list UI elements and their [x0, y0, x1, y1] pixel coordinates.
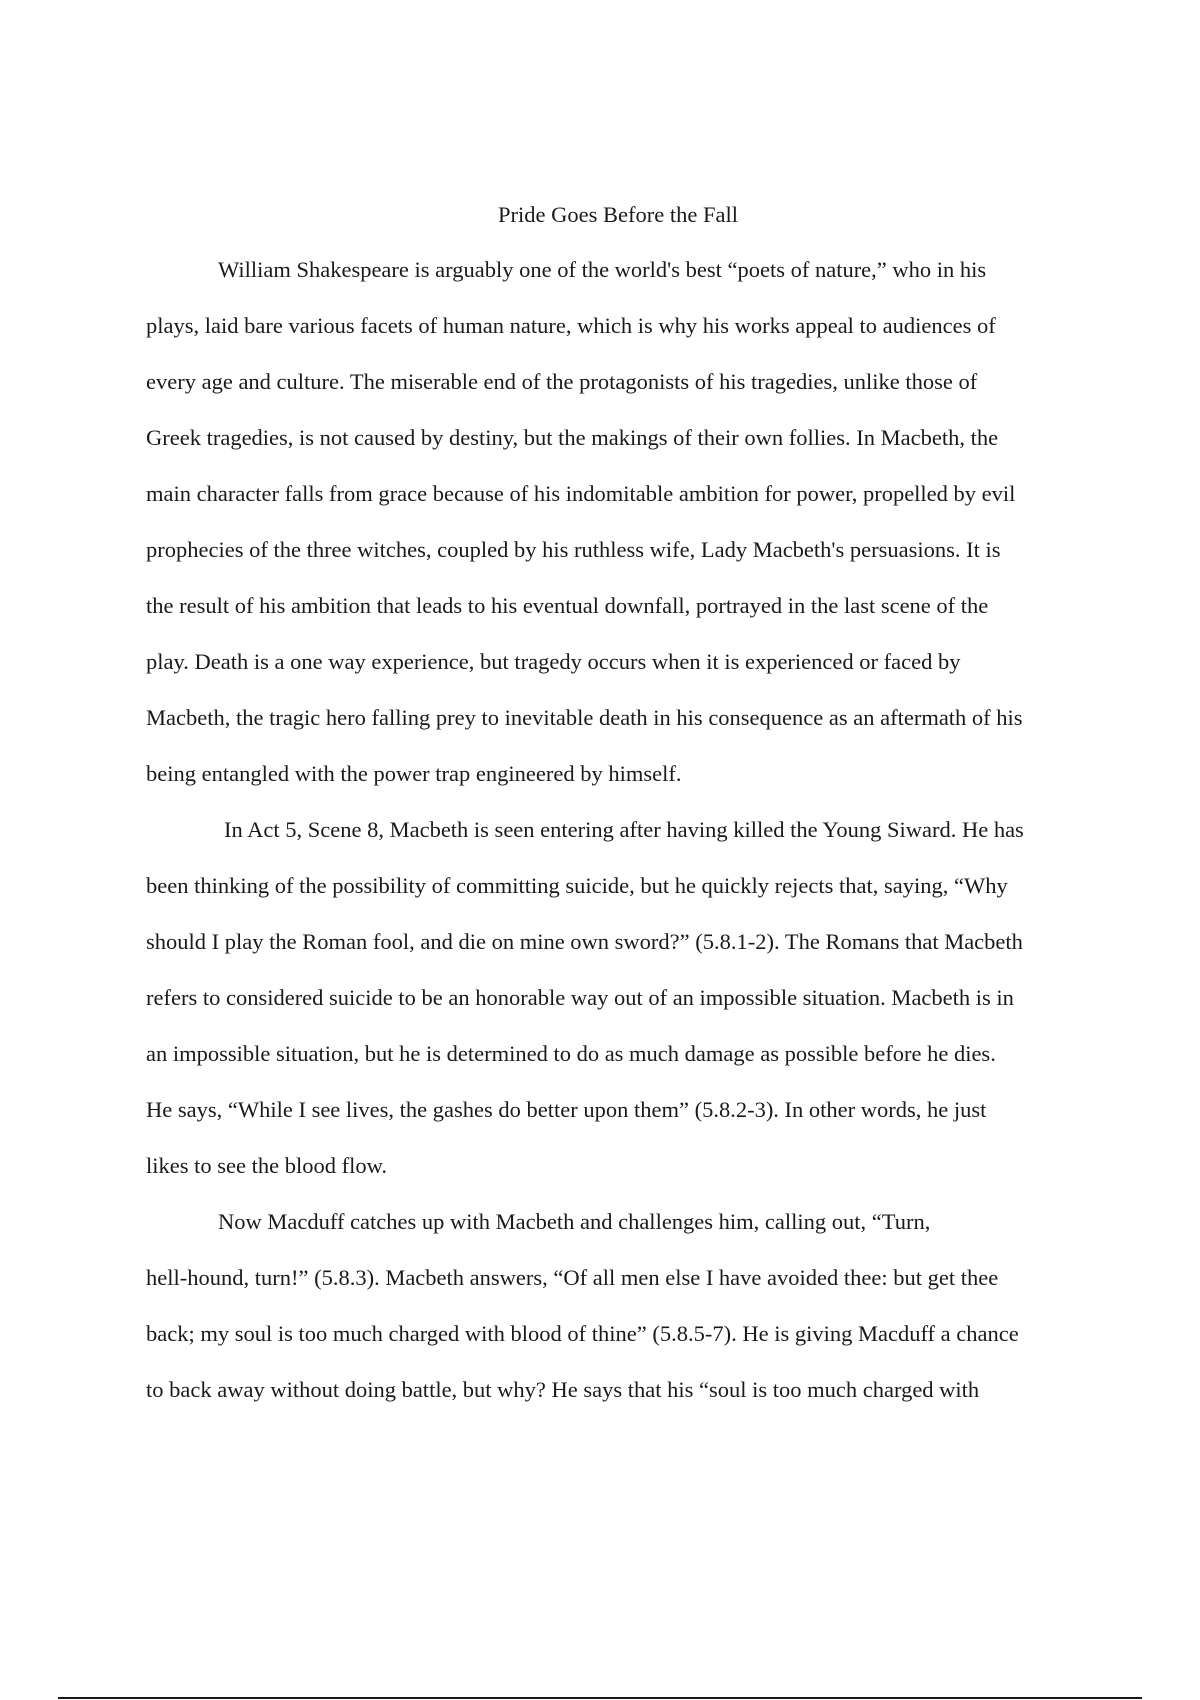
paragraph-2-line-2: been thinking of the possibility of committing suicide, but he quickly rejects that, saying, “Why: [146, 873, 1008, 898]
paragraph-2-line-3: should I play the Roman fool, and die on mine own sword?” (5.8.1-2). The Romans that Macbeth: [146, 929, 1023, 954]
paragraph-2-line-1: In Act 5, Scene 8, Macbeth is seen entering after having killed the Young Siward. He has: [224, 817, 1024, 842]
page-bottom-rule: [58, 1697, 1142, 1699]
paragraph-1-line-10: being entangled with the power trap engineered by himself.: [146, 761, 682, 786]
paragraph-2-line-4: refers to considered suicide to be an honorable way out of an impossible situation. Macbeth is in: [146, 985, 1014, 1010]
paragraph-3-line-2: hell-hound, turn!” (5.8.3). Macbeth answers, “Of all men else I have avoided thee: but get thee: [146, 1265, 999, 1290]
paragraph-1-line-4: Greek tragedies, is not caused by destiny, but the makings of their own follies. In Macbeth, the: [146, 425, 999, 450]
paragraph-3-line-3: back; my soul is too much charged with blood of thine” (5.8.5-7). He is giving Macduff a chance: [146, 1321, 1019, 1346]
paragraph-1-line-2: plays, laid bare various facets of human nature, which is why his works appeal to audiences of: [146, 313, 996, 338]
paragraph-1-line-6: prophecies of the three witches, coupled by his ruthless wife, Lady Macbeth's persuasions. It is: [146, 537, 1001, 562]
essay-title: Pride Goes Before the Fall: [498, 202, 738, 227]
paragraph-2-line-5: an impossible situation, but he is determined to do as much damage as possible before he dies.: [146, 1041, 996, 1066]
paragraph-1-line-3: every age and culture. The miserable end of the protagonists of his tragedies, unlike those of: [146, 369, 978, 394]
paragraph-1-line-8: play. Death is a one way experience, but tragedy occurs when it is experienced or faced by: [146, 649, 961, 674]
paragraph-1-line-9: Macbeth, the tragic hero falling prey to inevitable death in his consequence as an aftermath of his: [146, 705, 1023, 730]
paragraph-1-line-7: the result of his ambition that leads to his eventual downfall, portrayed in the last scene of the: [146, 593, 989, 618]
paragraph-1-line-5: main character falls from grace because of his indomitable ambition for power, propelled by evil: [146, 481, 1016, 506]
paragraph-2-line-7: likes to see the blood flow.: [146, 1153, 387, 1178]
paragraph-3-line-1: Now Macduff catches up with Macbeth and challenges him, calling out, “Turn,: [218, 1209, 931, 1234]
paragraph-3-line-4: to back away without doing battle, but why? He says that his “soul is too much charged with: [146, 1377, 980, 1402]
paragraph-2-line-6: He says, “While I see lives, the gashes do better upon them” (5.8.2-3). In other words, he just: [146, 1097, 987, 1122]
paragraph-1-line-1: William Shakespeare is arguably one of the world's best “poets of nature,” who in his: [218, 257, 987, 282]
